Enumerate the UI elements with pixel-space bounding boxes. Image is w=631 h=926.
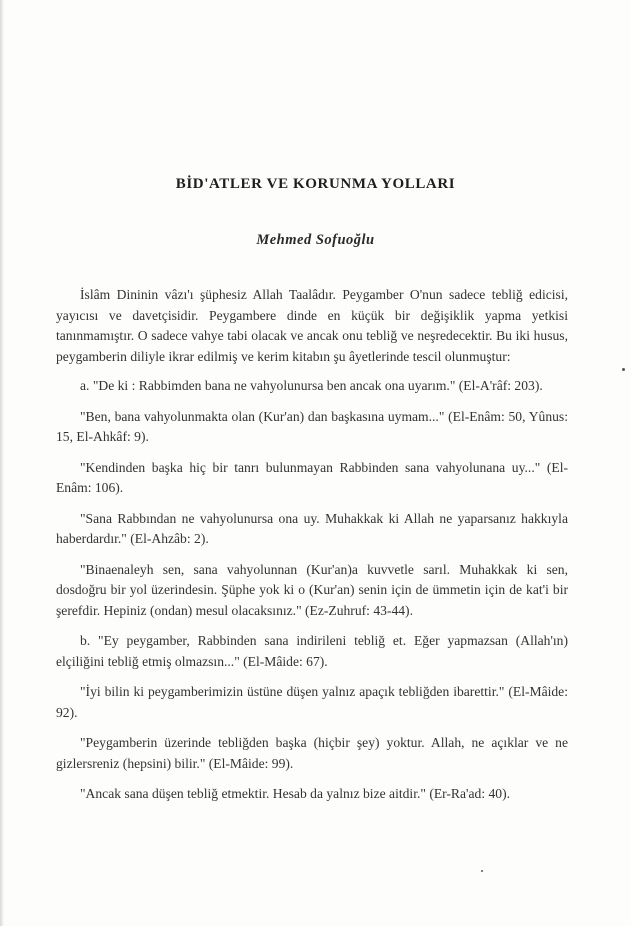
- paragraph-intro: İslâm Dininin vâzı'ı şüphesiz Allah Taalâdır. Peygamber O'nun sadece tebliğ edicisi, yayıcısı ve davetçisidir. Peygambere dinde en küçük bir değişiklik yapma yetkisi tanınmamıştır. O sadece vahye tabi olacak ve ancak onu tebliğ ve neşredecektir. Bu iki husus, peygamberin diliyle ikrar edilmiş ve kerim kitabın şu âyetlerinde tescil olunmuştur:: [56, 287, 568, 364]
- paragraph-quote-maide-67: b. "Ey peygamber, Rabbinden sana indirileni tebliğ et. Eğer yapmazsan (Allah'ın) elçiliğini tebliğ etmiş olmazsın..." (El-Mâide: 67).: [56, 633, 568, 669]
- paragraph-quote-enam-50: "Ben, bana vahyolunmakta olan (Kur'an) dan başkasına uymam..." (El-Enâm: 50, Yûnus: 15, El-Ahkâf: 9).: [56, 408, 568, 444]
- paragraph-quote-maide-99: "Peygamberin üzerinde tebliğden başka (hiçbir şey) yoktur. Allah, ne açıklar ve ne gizlersreniz (hepsini) bilir." (El-Mâide: 99).: [56, 735, 568, 771]
- paragraph-quote-ahzab: "Sana Rabbından ne vahyolunursa ona uy. Muhakkak ki Allah ne yaparsanız hakkıyla haberdardır." (El-Ahzâb: 2).: [56, 510, 568, 546]
- scan-speck: [622, 368, 625, 371]
- article-author: Mehmed Sofuoğlu: [256, 232, 375, 248]
- article-body: [56, 285, 568, 815]
- paragraph-quote-maide-92: "İyi bilin ki peygamberimizin üstüne düşen yalnız apaçık tebliğden ibarettir." (El-Mâide: 92).: [56, 684, 568, 720]
- paragraph-quote-araf: a. "De ki : Rabbimden bana ne vahyolunursa ben ancak ona uyarım." (El-A'râf: 203).: [80, 378, 543, 393]
- paragraph-quote-raad: "Ancak sana düşen tebliğ etmektir. Hesab da yalnız bize aitdir." (Er-Ra'ad: 40).: [80, 786, 511, 801]
- page-edge-shadow: [0, 0, 4, 926]
- paragraph-quote-enam-106: "Kendinden başka hiç bir tanrı bulunmayan Rabbinden sana vahyolunana uy..." (El-Enâm: 106).: [56, 459, 568, 495]
- paragraph-quote-zuhruf: "Binaenaleyh sen, sana vahyolunnan (Kur'an)a kuvvetle sarıl. Muhakkak ki sen, dosdoğru bir yol üzerindesin. Şüphe yok ki o (Kur'an) senin için de ümmetin için de kat'i bir şerefdir. Hepiniz (ondan) mesul olacaksınız." (Ez-Zuhruf: 43-44).: [56, 561, 568, 618]
- article-title: BİD'ATLER VE KORUNMA YOLLARI: [175, 176, 456, 192]
- scan-speck: [481, 870, 483, 872]
